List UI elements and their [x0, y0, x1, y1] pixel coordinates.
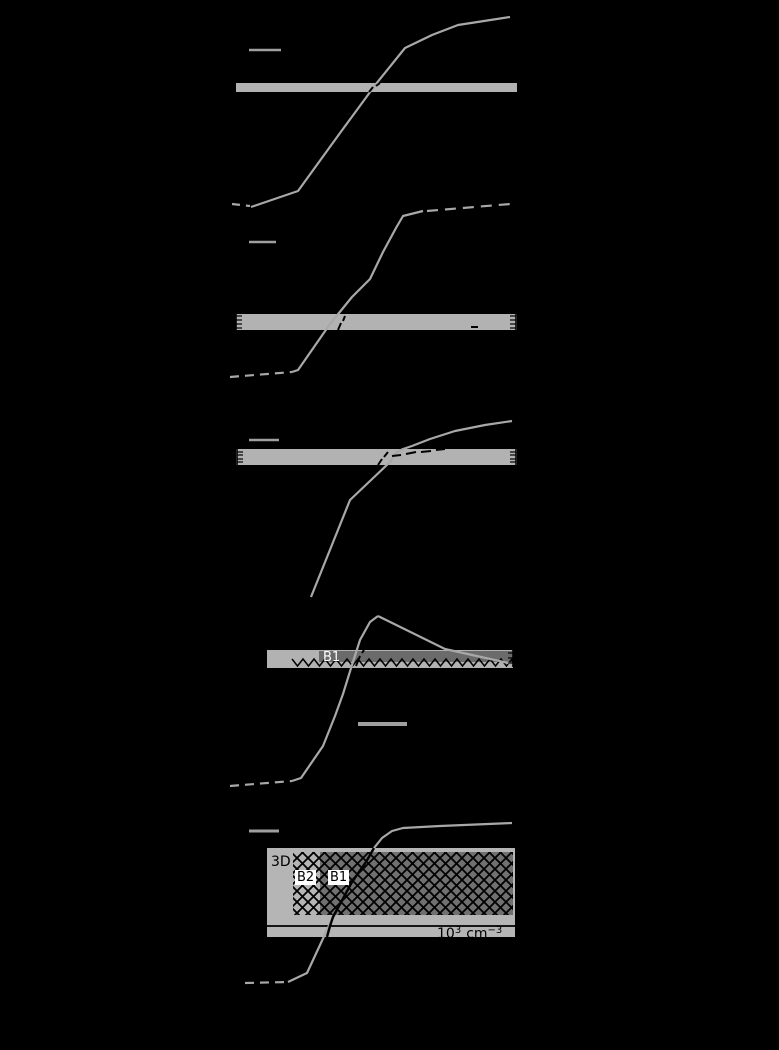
region-label-b1-panel5: B1 [330, 870, 348, 885]
panel-2-solid-curve [292, 211, 423, 372]
region-label-b2-panel5: B2 [297, 870, 315, 885]
panel-1-dashed-tail [232, 204, 250, 206]
axis-unit-name-exponent: −3 [487, 925, 503, 936]
panel-3-black-dash [392, 455, 401, 456]
panel-4-dashed-tail [230, 781, 292, 786]
panel-1-solid-curve [251, 17, 510, 207]
panel-2-dashed-tail [230, 372, 292, 377]
panel-4-solid-curve-rise [292, 616, 378, 781]
panel-3-solid-curve [311, 421, 512, 597]
x-axis-unit-label [437, 927, 502, 943]
axis-unit-name: cm [466, 926, 488, 942]
region-label-b1-panel4: B1 [323, 650, 341, 665]
axis-unit-base: 10 [437, 926, 455, 942]
axis-unit-exponent: 3 [454, 925, 462, 936]
panel-3-black-dash [436, 449, 445, 450]
panel-3-band [236, 449, 517, 465]
panel-2-dashed-plateau [427, 204, 510, 211]
panel-3-black-dash [421, 451, 431, 452]
region-label-3d: 3D [271, 854, 291, 870]
panel-5-dashed-tail [245, 982, 288, 983]
